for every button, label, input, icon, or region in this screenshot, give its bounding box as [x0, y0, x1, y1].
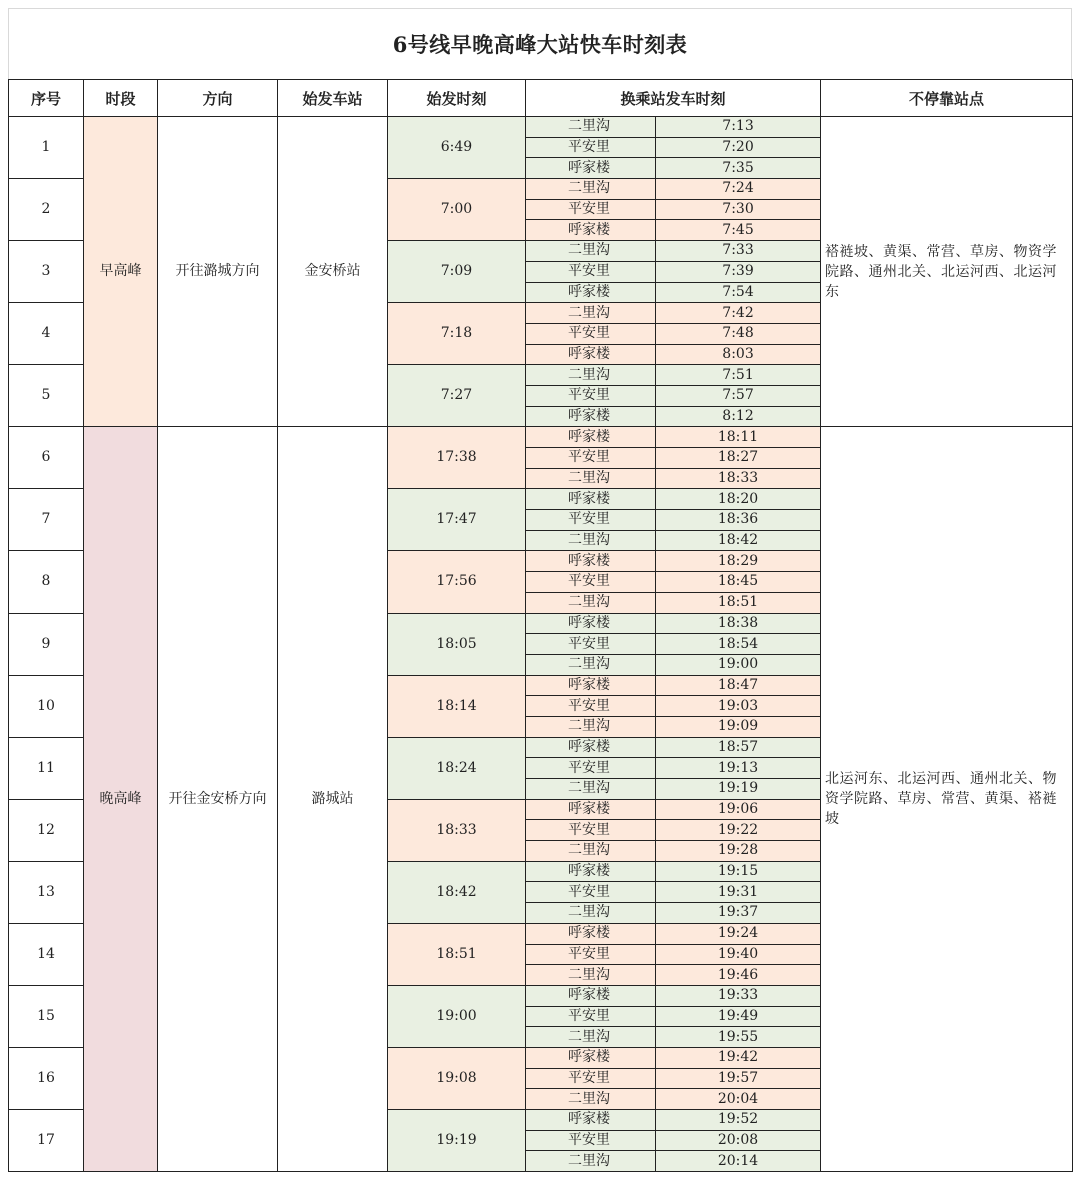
transfer-time: 18:29 — [656, 551, 821, 572]
transfer-station: 呼家楼 — [526, 799, 656, 820]
transfer-station: 二里沟 — [526, 903, 656, 924]
transfer-time: 19:31 — [656, 882, 821, 903]
transfer-station: 呼家楼 — [526, 158, 656, 179]
transfer-station: 呼家楼 — [526, 344, 656, 365]
trip-number: 5 — [9, 365, 84, 427]
trip-number: 17 — [9, 1110, 84, 1172]
transfer-station: 呼家楼 — [526, 613, 656, 634]
transfer-station: 呼家楼 — [526, 489, 656, 510]
transfer-time: 19:03 — [656, 696, 821, 717]
header-origin: 始发车站 — [278, 80, 388, 117]
trip-number: 15 — [9, 985, 84, 1047]
transfer-time: 20:04 — [656, 1089, 821, 1110]
trip-number: 10 — [9, 675, 84, 737]
transfer-station: 二里沟 — [526, 179, 656, 200]
transfer-station: 二里沟 — [526, 965, 656, 986]
transfer-time: 19:33 — [656, 985, 821, 1006]
departure-time: 19:19 — [388, 1110, 526, 1172]
transfer-time: 18:36 — [656, 510, 821, 531]
transfer-station: 二里沟 — [526, 1027, 656, 1048]
page-title: 6号线早晚高峰大站快车时刻表 — [392, 32, 688, 57]
trip-number: 2 — [9, 179, 84, 241]
departure-time: 18:24 — [388, 737, 526, 799]
transfer-time: 19:46 — [656, 965, 821, 986]
departure-time: 18:33 — [388, 799, 526, 861]
transfer-station: 呼家楼 — [526, 861, 656, 882]
transfer-time: 19:22 — [656, 820, 821, 841]
transfer-time: 7:45 — [656, 220, 821, 241]
transfer-time: 18:47 — [656, 675, 821, 696]
transfer-station: 二里沟 — [526, 530, 656, 551]
trip-number: 7 — [9, 489, 84, 551]
transfer-station: 平安里 — [526, 944, 656, 965]
departure-time: 19:08 — [388, 1047, 526, 1109]
transfer-station: 呼家楼 — [526, 737, 656, 758]
header-nonstop: 不停靠站点 — [821, 80, 1073, 117]
transfer-station: 二里沟 — [526, 117, 656, 138]
transfer-time: 20:14 — [656, 1151, 821, 1172]
timetable-page — [8, 8, 1072, 1172]
transfer-time: 19:06 — [656, 799, 821, 820]
transfer-time: 18:33 — [656, 468, 821, 489]
transfer-time: 19:37 — [656, 903, 821, 924]
origin-station-cell: 潞城站 — [278, 427, 388, 1172]
departure-time: 18:14 — [388, 675, 526, 737]
departure-time: 17:56 — [388, 551, 526, 613]
trip-number: 8 — [9, 551, 84, 613]
transfer-station: 平安里 — [526, 261, 656, 282]
departure-time: 18:51 — [388, 923, 526, 985]
transfer-time: 19:40 — [656, 944, 821, 965]
transfer-station: 二里沟 — [526, 303, 656, 324]
transfer-time: 18:54 — [656, 634, 821, 655]
transfer-station: 呼家楼 — [526, 1047, 656, 1068]
transfer-time: 18:27 — [656, 448, 821, 469]
transfer-station: 呼家楼 — [526, 923, 656, 944]
transfer-time: 7:42 — [656, 303, 821, 324]
transfer-station: 平安里 — [526, 137, 656, 158]
transfer-time: 19:52 — [656, 1110, 821, 1131]
transfer-station: 平安里 — [526, 1130, 656, 1151]
transfer-time: 7:48 — [656, 323, 821, 344]
trip-number: 1 — [9, 117, 84, 179]
transfer-station: 二里沟 — [526, 468, 656, 489]
transfer-time: 19:49 — [656, 1006, 821, 1027]
transfer-station: 二里沟 — [526, 1151, 656, 1172]
transfer-time: 7:33 — [656, 241, 821, 262]
transfer-station: 平安里 — [526, 634, 656, 655]
transfer-time: 7:13 — [656, 117, 821, 138]
transfer-time: 7:20 — [656, 137, 821, 158]
transfer-time: 19:09 — [656, 716, 821, 737]
transfer-station: 平安里 — [526, 1068, 656, 1089]
transfer-time: 18:42 — [656, 530, 821, 551]
transfer-station: 二里沟 — [526, 841, 656, 862]
transfer-time: 20:08 — [656, 1130, 821, 1151]
transfer-station: 平安里 — [526, 323, 656, 344]
transfer-station: 平安里 — [526, 882, 656, 903]
transfer-time: 18:51 — [656, 592, 821, 613]
departure-time: 7:18 — [388, 303, 526, 365]
header-direction: 方向 — [158, 80, 278, 117]
transfer-station: 二里沟 — [526, 654, 656, 675]
transfer-station: 平安里 — [526, 448, 656, 469]
transfer-time: 7:39 — [656, 261, 821, 282]
table-row — [9, 427, 1073, 448]
transfer-station: 平安里 — [526, 696, 656, 717]
transfer-station: 二里沟 — [526, 779, 656, 800]
departure-time: 7:00 — [388, 179, 526, 241]
nonstop-stations: 褡裢坡、黄渠、常营、草房、物资学院路、通州北关、北运河西、北运河东 — [821, 117, 1073, 427]
trip-number: 6 — [9, 427, 84, 489]
transfer-station: 平安里 — [526, 385, 656, 406]
transfer-time: 18:45 — [656, 572, 821, 593]
departure-time: 7:27 — [388, 365, 526, 427]
transfer-time: 7:24 — [656, 179, 821, 200]
transfer-time: 19:24 — [656, 923, 821, 944]
header-depart: 始发时刻 — [388, 80, 526, 117]
transfer-station: 呼家楼 — [526, 427, 656, 448]
departure-time: 17:38 — [388, 427, 526, 489]
origin-station-cell: 金安桥站 — [278, 117, 388, 427]
table-row — [9, 117, 1073, 138]
transfer-time: 19:15 — [656, 861, 821, 882]
trip-number: 14 — [9, 923, 84, 985]
departure-time: 18:05 — [388, 613, 526, 675]
transfer-station: 平安里 — [526, 820, 656, 841]
transfer-time: 19:57 — [656, 1068, 821, 1089]
transfer-station: 二里沟 — [526, 1089, 656, 1110]
trip-number: 3 — [9, 241, 84, 303]
departure-time: 17:47 — [388, 489, 526, 551]
transfer-time: 7:30 — [656, 199, 821, 220]
transfer-station: 呼家楼 — [526, 220, 656, 241]
trip-number: 13 — [9, 861, 84, 923]
transfer-time: 19:55 — [656, 1027, 821, 1048]
transfer-time: 19:42 — [656, 1047, 821, 1068]
transfer-station: 呼家楼 — [526, 282, 656, 303]
title-box — [8, 8, 1072, 79]
transfer-time: 19:19 — [656, 779, 821, 800]
transfer-time: 7:57 — [656, 385, 821, 406]
transfer-time: 19:00 — [656, 654, 821, 675]
trip-number: 12 — [9, 799, 84, 861]
transfer-time: 18:11 — [656, 427, 821, 448]
trip-number: 11 — [9, 737, 84, 799]
trip-number: 4 — [9, 303, 84, 365]
transfer-station: 二里沟 — [526, 716, 656, 737]
transfer-station: 平安里 — [526, 1006, 656, 1027]
transfer-station: 呼家楼 — [526, 1110, 656, 1131]
transfer-station: 二里沟 — [526, 241, 656, 262]
transfer-station: 呼家楼 — [526, 985, 656, 1006]
nonstop-stations: 北运河东、北运河西、通州北关、物资学院路、草房、常营、黄渠、褡裢坡 — [821, 427, 1073, 1172]
transfer-station: 二里沟 — [526, 365, 656, 386]
header-period: 时段 — [84, 80, 158, 117]
period-cell: 晚高峰 — [84, 427, 158, 1172]
transfer-time: 7:35 — [656, 158, 821, 179]
trip-number: 16 — [9, 1047, 84, 1109]
transfer-station: 呼家楼 — [526, 675, 656, 696]
transfer-time: 8:12 — [656, 406, 821, 427]
transfer-station: 平安里 — [526, 199, 656, 220]
header-row — [9, 80, 1073, 117]
departure-time: 18:42 — [388, 861, 526, 923]
transfer-station: 呼家楼 — [526, 406, 656, 427]
transfer-time: 18:57 — [656, 737, 821, 758]
header-transfer: 换乘站发车时刻 — [526, 80, 821, 117]
transfer-time: 7:54 — [656, 282, 821, 303]
transfer-time: 8:03 — [656, 344, 821, 365]
transfer-time: 18:38 — [656, 613, 821, 634]
transfer-time: 19:28 — [656, 841, 821, 862]
transfer-station: 二里沟 — [526, 592, 656, 613]
transfer-time: 19:13 — [656, 758, 821, 779]
transfer-station: 平安里 — [526, 572, 656, 593]
transfer-station: 平安里 — [526, 758, 656, 779]
direction-cell: 开往潞城方向 — [158, 117, 278, 427]
direction-cell: 开往金安桥方向 — [158, 427, 278, 1172]
period-cell: 早高峰 — [84, 117, 158, 427]
timetable-body — [9, 117, 1073, 1172]
trip-number: 9 — [9, 613, 84, 675]
transfer-time: 7:51 — [656, 365, 821, 386]
departure-time: 6:49 — [388, 117, 526, 179]
departure-time: 19:00 — [388, 985, 526, 1047]
timetable — [8, 79, 1073, 1172]
header-no: 序号 — [9, 80, 84, 117]
departure-time: 7:09 — [388, 241, 526, 303]
transfer-station: 呼家楼 — [526, 551, 656, 572]
transfer-time: 18:20 — [656, 489, 821, 510]
transfer-station: 平安里 — [526, 510, 656, 531]
